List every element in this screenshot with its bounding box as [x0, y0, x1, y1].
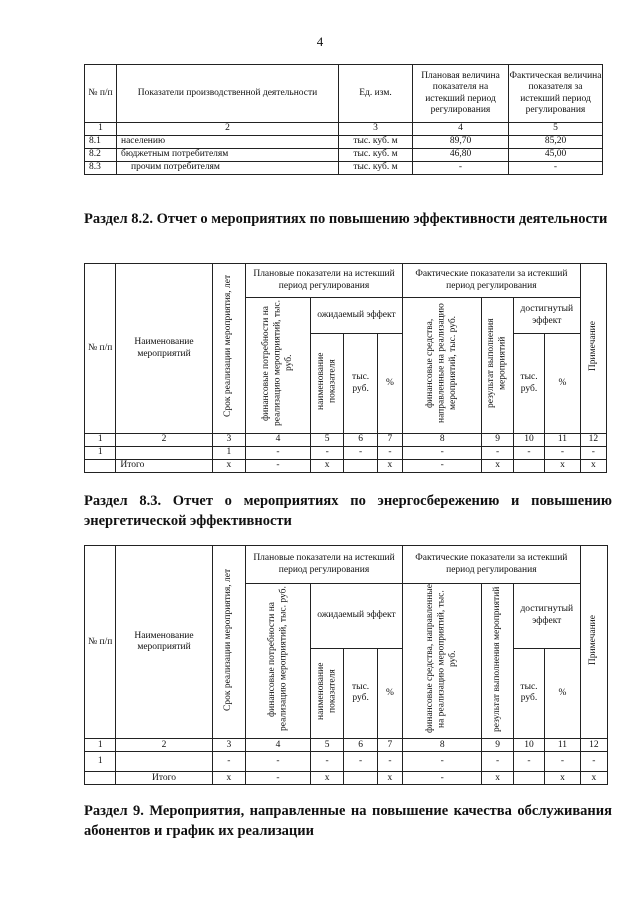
header-num: № п/п: [85, 546, 116, 739]
table-row: 1 - - - - - - - - - -: [85, 752, 608, 772]
header-planned-fin: финансовые потребности на реализацию мероприятий, тыс. руб.: [260, 300, 294, 427]
header-thousand-rub: тыс. руб.: [344, 648, 377, 739]
header-actual-fin: финансовые средства, направленные на реализацию мероприятий, тыс. руб.: [425, 303, 458, 424]
efficiency-measures-table: № п/п Наименование мероприятий Срок реализации мероприятия, лет Плановые показатели на истекший период регулирования Фактические показатели за истекший период регулирования Примечание финансовые потребности на реализацию мероприятий, тыс. руб. ожидаемый эффект финансовые средства, направленные на реализацию мероприятий, тыс. руб. результат выполнения мероприятий достигнутый эффект наименование показателя тыс. руб. % тыс. руб. % 1 2 3 4 5 6 7 8 9 10 11 12 1 1 - - - - - - - - - Итого x - x x - x x x: [84, 263, 607, 473]
header-indicator-name: наименование показателя: [315, 352, 338, 411]
col-number: 5: [509, 123, 603, 136]
header-expected-effect: ожидаемый эффект: [310, 298, 402, 334]
page-number: 4: [316, 34, 324, 49]
table-row: 1 1 - - - - - - - - -: [85, 447, 607, 460]
header-name: Наименование мероприятий: [116, 546, 212, 739]
header-term: Срок реализации мероприятия, лет: [223, 275, 234, 418]
header-actual-fin: финансовые средства, направленные на реализацию мероприятий, тыс. руб.: [425, 584, 458, 734]
energy-saving-measures-table: № п/п Наименование мероприятий Срок реализации мероприятия, лет Плановые показатели на истекший период регулирования Фактические показатели за истекший период регулирования Примечание финансовые потребности на реализацию мероприятий, тыс. руб. ожидаемый эффект финансовые средства, направленные на реализацию мероприятий, тыс. руб. результат выполнения мероприятий достигнутый эффект наименование показателя тыс. руб. % тыс. руб. % 1 2 3 4 5 6 7 8 9 10 11 12 1 - - - - - - - - - - Итого x - x x - x x x: [84, 545, 608, 785]
production-indicators-table: [84, 64, 603, 175]
header-percent: %: [377, 334, 402, 434]
col-number: 1: [85, 123, 117, 136]
header-indicator: Показатели производственной деятельности: [117, 65, 339, 123]
total-row: Итого x - x x - x x x: [85, 772, 608, 785]
header-actual-group: Фактические показатели за истекший период регулирования: [402, 264, 580, 298]
header-indicator-name: наименование показателя: [315, 662, 338, 720]
header-planned-fin: финансовые потребности на реализацию мероприятий, тыс. руб.: [266, 586, 288, 732]
section-8-3-title: Раздел 8.3. Отчет о мероприятиях по энергосбережению и повышению энергетической эффективности: [84, 493, 612, 529]
header-actual-group: Фактические показатели за истекший период регулирования: [402, 546, 580, 584]
table-row: 8.2 бюджетным потребителям тыс. куб. м 46,80 45,00: [85, 149, 603, 162]
header-planned-group: Плановые показатели на истекший период регулирования: [246, 264, 403, 298]
col-number: 3: [339, 123, 413, 136]
header-percent: %: [377, 648, 402, 739]
header-num: № п/п: [85, 264, 116, 434]
header-result: результат выполнения мероприятий: [491, 586, 502, 732]
header-note: Примечание: [587, 321, 598, 372]
header-planned-group: Плановые показатели на истекший период регулирования: [246, 546, 403, 584]
header-result: результат выполнения мероприятий: [486, 318, 508, 409]
header-percent: %: [545, 334, 581, 434]
table-row: 8.3 прочим потребителям тыс. куб. м - -: [85, 162, 603, 175]
header-name: Наименование мероприятий: [116, 264, 212, 434]
header-actual: Фактическая величина показателя за истекший период регулирования: [509, 65, 603, 123]
header-percent: %: [545, 648, 581, 739]
header-expected-effect: ожидаемый эффект: [310, 584, 402, 649]
header-achieved-effect: достигнутый эффект: [513, 584, 580, 649]
col-number: 2: [117, 123, 339, 136]
header-planned: Плановая величина показателя на истекший период регулирования: [413, 65, 509, 123]
header-num: № п/п: [85, 65, 117, 123]
section-9-title: Раздел 9. Мероприятия, направленные на повышение качества обслуживания абонентов и график их реализации: [84, 803, 612, 839]
header-thousand-rub: тыс. руб.: [513, 334, 544, 434]
col-number: 4: [413, 123, 509, 136]
total-row: Итого x - x x - x x x: [85, 460, 607, 473]
header-achieved-effect: достигнутый эффект: [513, 298, 580, 334]
table-row: 8.1 населению тыс. куб. м 89,70 85,20: [85, 136, 603, 149]
header-term: Срок реализации мероприятия, лет: [223, 568, 234, 712]
header-thousand-rub: тыс. руб.: [344, 334, 377, 434]
section-8-2-title: Раздел 8.2. Отчет о мероприятиях по повышению эффективности деятельности: [84, 211, 608, 227]
header-note: Примечание: [588, 614, 599, 666]
header-thousand-rub: тыс. руб.: [513, 648, 544, 739]
header-unit: Ед. изм.: [339, 65, 413, 123]
